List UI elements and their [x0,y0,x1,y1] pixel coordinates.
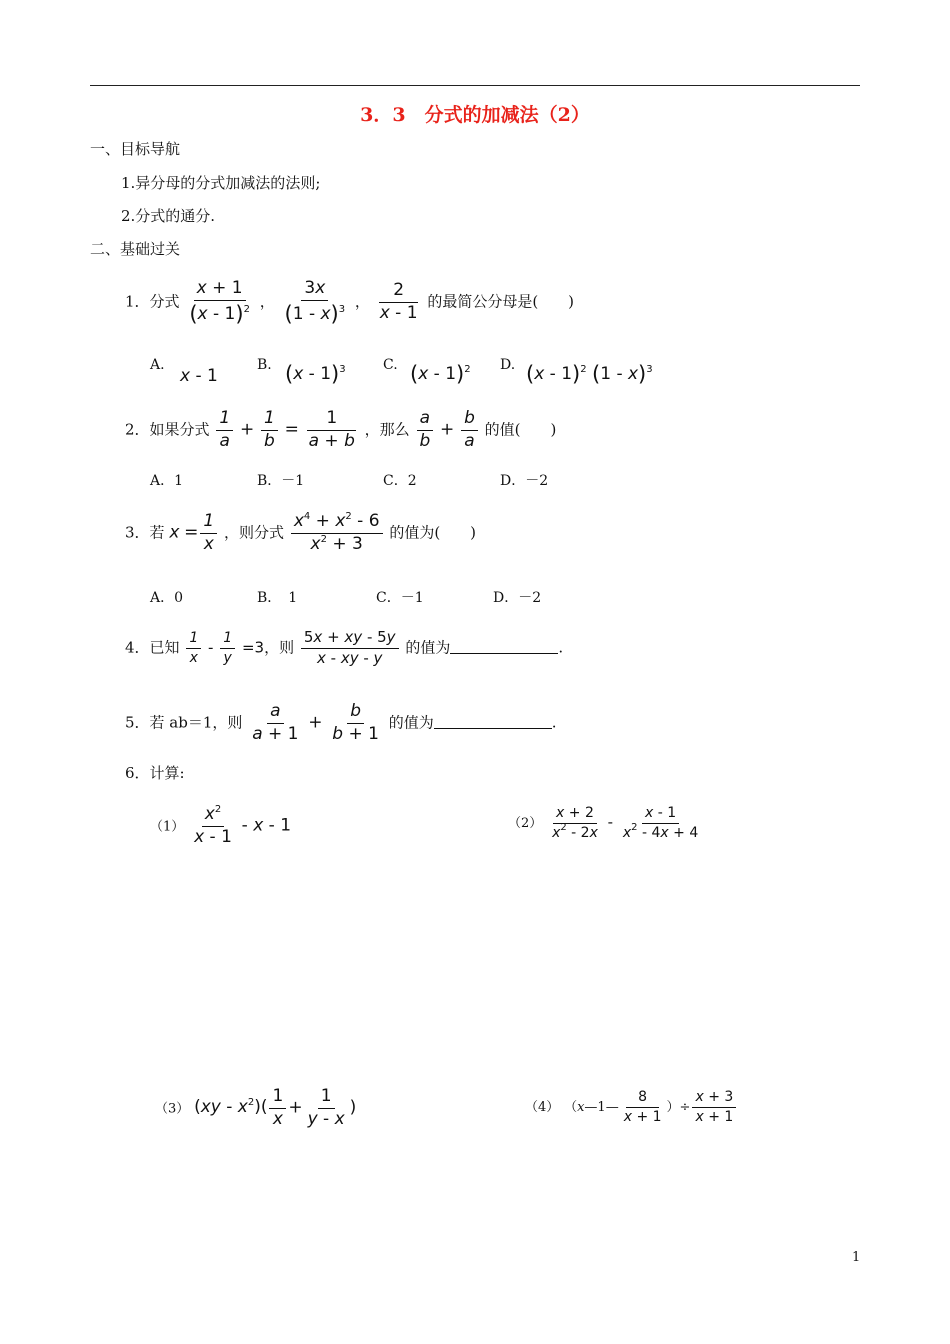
q6-3-frac-1x: $\frac{1}{x}$ [269,1088,286,1129]
q6-part-3: （3） $(xy - x^2)$( $\frac{1}{x}$ + $\frac{1}{y - x}$ ) [155,1086,357,1129]
question-4: 4．已知 $\frac{1}{x}$ - $\frac{1}{y}$ =3，则 $\frac{5x + xy - 5y}{x - xy - y}$ 的值为 . [125,628,564,667]
q1-option-a: x - 1 [180,366,218,386]
q1-separator-2: ， [354,292,370,311]
question-5: 5．若 ab＝1，则 $\frac{a}{a + 1}$ + $\frac{b}{b + 1}$ 的值为 . [125,701,557,744]
question-3: 3．若 x = $\frac{1}{x}$ ，则分式 $\frac{x^4 + x^2 - 6}{x^2 + 3}$ 的值为( ) [125,511,477,554]
q2-frac-1ab: $\frac{1}{a + b}$ [308,408,355,451]
question-4-mid: ，则 [264,638,295,657]
q1-option-c-label: C. [383,357,398,373]
q6-1-fraction: $\frac{x^2}{x - 1}$ [194,804,232,847]
question-1-tail: 的最简公分母是( ) [427,292,575,311]
q1-option-c: (x - 1)$^2$ [410,362,471,386]
q1-fraction-2: $\frac{3x}{(1 - x)^3}$ [284,278,346,326]
q3-option-b: B． 1 [257,590,298,606]
q3-option-a: A．0 [150,590,184,606]
q5-period: . [551,713,557,732]
q4-frac-1y: $\frac{1}{y}$ [220,631,235,665]
q2-frac-1a: $\frac{1}{a}$ [216,410,233,451]
question-2-mid: ，那么 [364,420,410,439]
q5-frac-a: $\frac{a}{a + 1}$ [252,701,299,744]
q4-fraction: $\frac{5x + xy - 5y}{x - xy - y}$ [301,630,399,667]
question-4-tail: 的值为 [405,638,451,657]
q3-option-c: C．－1 [376,590,424,606]
q2-frac-ab: $\frac{a}{b}$ [416,410,433,451]
q6-2-fraction-1: $\frac{x + 2}{x^2 - 2x}$ [552,805,598,841]
q5-answer-blank[interactable] [434,714,552,729]
q3-frac-1x: $\frac{1}{x}$ [200,513,217,554]
q1-option-b-label: B. [257,357,272,373]
section-heading-basics: 二、基础过关 [90,240,181,258]
q5-frac-b: $\frac{b}{b + 1}$ [332,701,379,744]
question-2: 2．如果分式 $\frac{1}{a}$ + $\frac{1}{b}$ = $\frac{1}{a + b}$ ，那么 $\frac{a}{b}$ + $\frac{b}{a}$ 的值( ) [125,408,557,451]
q6-3-frac-1yx: $\frac{1}{y - x}$ [307,1086,345,1129]
q3-fraction: $\frac{x^4 + x^2 - 6}{x^2 + 3}$ [291,513,383,554]
q6-part-2: （2） $\frac{x + 2}{x^2 - 2x}$ - $\frac{x - 1}{x^2 - 4x + 4}$ [508,806,703,840]
question-2-label: 2．如果分式 [125,420,210,439]
q2-frac-1b: $\frac{1}{b}$ [261,410,278,451]
q1-option-b: (x - 1)$^3$ [285,362,346,386]
page-title: 3．3 分式的加减法（2） [360,104,590,126]
question-4-label: 4．已知 [125,638,180,657]
goal-item-1: 1.异分母的分式加减法的法则; [121,174,321,192]
top-rule [90,85,860,86]
q6-part-4-label: （4） [525,1100,560,1116]
q4-answer-blank[interactable] [450,639,558,654]
question-5-label: 5．若 ab＝1，则 [125,713,243,732]
q2-option-c: C．2 [383,473,417,489]
q6-part-4: （4） （x—1— $\frac{8}{x + 1}$ ）÷ $\frac{x + 3}{x + 1}$ [525,1090,738,1124]
question-2-tail: 的值( ) [484,420,557,439]
question-6-label: 6．计算: [125,764,185,782]
q3-option-d: D．－2 [493,590,542,606]
q6-2-fraction-2: $\frac{x - 1}{x^2 - 4x + 4}$ [622,805,699,841]
q4-period: . [558,638,564,657]
q6-4-frac-x3: $\frac{x + 3}{x + 1}$ [692,1090,736,1124]
page-number: 1 [852,1250,861,1265]
question-3-label: 3．若 [125,523,165,542]
question-1 [125,280,574,325]
q4-equals: =3 [241,638,265,657]
question-5-tail: 的值为 [388,713,434,732]
q2-option-d: D．－2 [500,473,549,489]
goal-item-2: 2.分式的通分. [121,207,216,225]
q6-part-2-label: （2） [508,816,543,832]
q1-option-d: (x - 1)$^2$ (1 - x)$^3$ [526,362,653,386]
q6-part-3-label: （3） [155,1101,190,1117]
q1-option-d-label: D. [500,357,516,373]
q6-part-1: （1） $\frac{x^2}{x - 1}$ - x - 1 [150,804,292,847]
q1-fraction-1: $\frac{x + 1}{(x - 1)^2}$ [189,278,250,326]
q2-frac-ba: $\frac{b}{a}$ [461,410,478,451]
question-3-mid: ，则分式 [224,523,285,542]
q6-4-frac-8: $\frac{8}{x + 1}$ [623,1089,662,1125]
section-heading-goals: 一、目标导航 [90,140,181,158]
question-3-tail: 的值为( ) [389,523,477,542]
q2-option-a: A．1 [150,473,184,489]
question-1-label: 1．分式 [125,292,180,311]
q6-part-1-label: （1） [150,819,185,835]
q1-option-a-label: A. [150,357,165,373]
q1-fraction-3: $\frac{2}{x - 1}$ [379,280,418,323]
q2-option-b: B．－1 [257,473,305,489]
q4-frac-1x: $\frac{1}{x}$ [186,631,201,665]
q1-separator-1: ， [259,292,275,311]
